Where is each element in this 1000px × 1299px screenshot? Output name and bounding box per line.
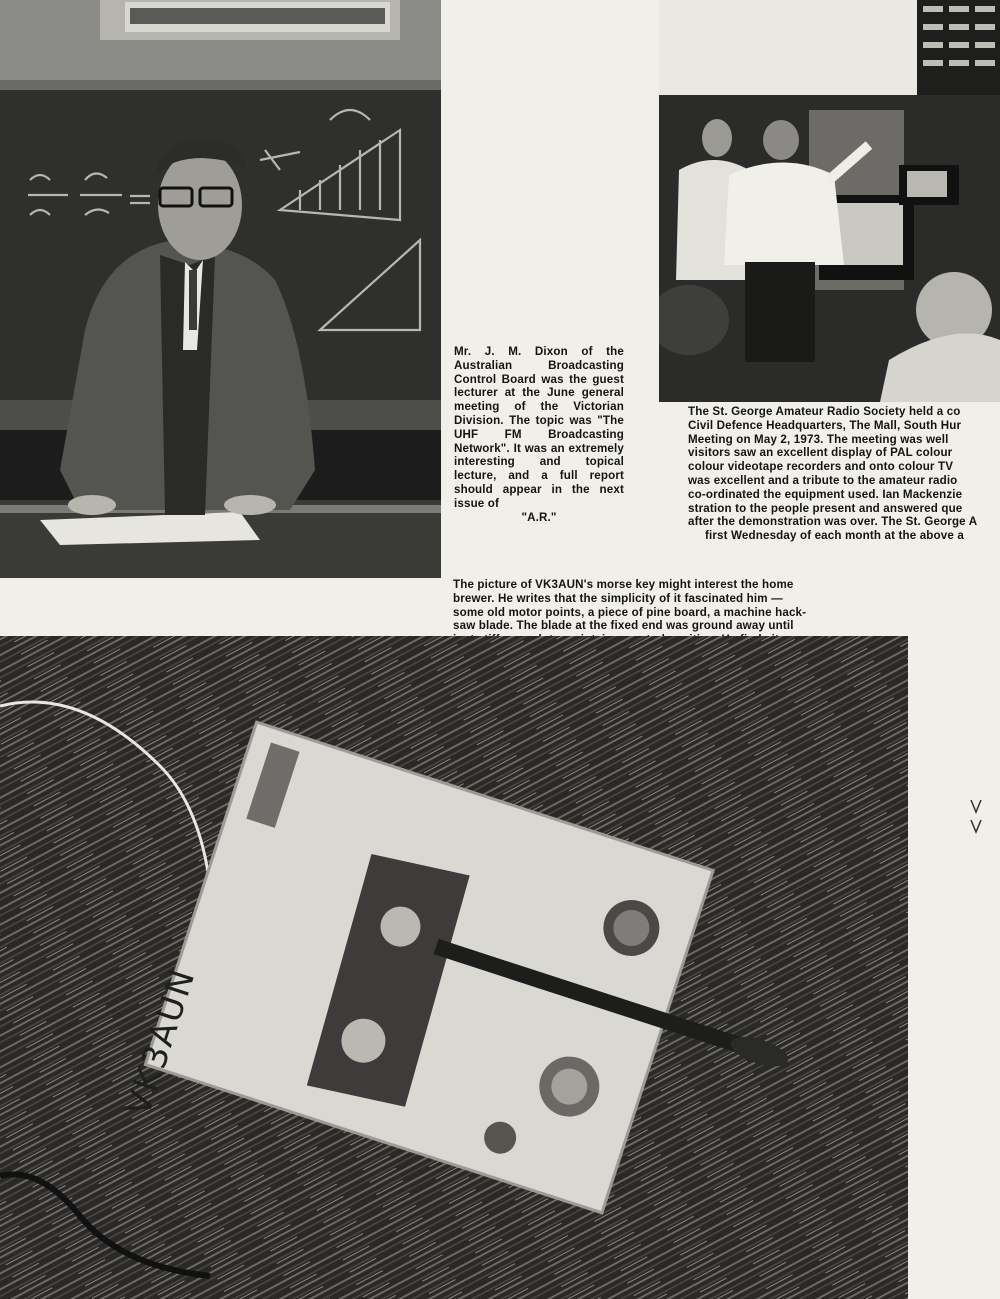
caption-st-george-line: colour videotape recorders and onto colour TV [688, 460, 954, 474]
photo-colour-tv-demonstration [659, 0, 1000, 402]
caption-st-george-line: Civil Defence Headquarters, The Mall, South Hur [688, 418, 962, 432]
caption-st-george-line: co-ordinated the equipment used. Ian Mackenzie [688, 487, 963, 501]
caption-st-george-line: visitors saw an excellent display of PAL colour [688, 446, 953, 460]
caption-st-george-line: was excellent and a tribute to the amateur radio [688, 473, 958, 487]
caption-morse-key-line: saw blade. The blade at the fixed end was ground away until [453, 619, 794, 633]
caption-morse-key-line: The picture of VK3AUN's morse key might interest the home [453, 578, 794, 591]
photo-lecturer-at-blackboard [0, 0, 441, 578]
margin-mark-icon [968, 798, 984, 834]
caption-morse-key-line: brewer. He writes that the simplicity of it fascinated him — [453, 591, 783, 605]
caption-st-george-line: The St. George Amateur Radio Society held a co [688, 405, 961, 418]
demonstration-photo-illustration [659, 0, 1000, 402]
caption-st-george-line: stration to the people present and answered que [688, 501, 963, 515]
photo-morse-key [0, 636, 908, 1299]
caption-st-george-line: first Wednesday of each month at the above a [705, 529, 964, 543]
caption-st-george-line: Meeting on May 2, 1973. The meeting was well [688, 432, 949, 446]
callsign-label: VK3AUN [118, 963, 204, 1121]
morse-key-photo-illustration [0, 636, 908, 1299]
caption-st-george-society [688, 405, 1000, 543]
caption-guest-lecturer [454, 345, 624, 524]
caption-morse-key-line: some old motor points, a piece of pine board, a machine hack- [453, 605, 807, 619]
lecture-photo-illustration [0, 0, 441, 578]
caption-st-george-line: after the demonstration was over. The St. George A [688, 515, 978, 529]
caption-guest-lecturer-text: Mr. J. M. Dixon of the Australian Broadcasting Control Board was the guest lecturer at the June general meeting of the Victorian Division. The topic was "The UHF FM Broadcasting Network". It was an extremely interesting and topical lecture, and a full report should appear in the next issue of [454, 345, 624, 510]
caption-guest-lecturer-last-line: "A.R." [521, 510, 557, 524]
